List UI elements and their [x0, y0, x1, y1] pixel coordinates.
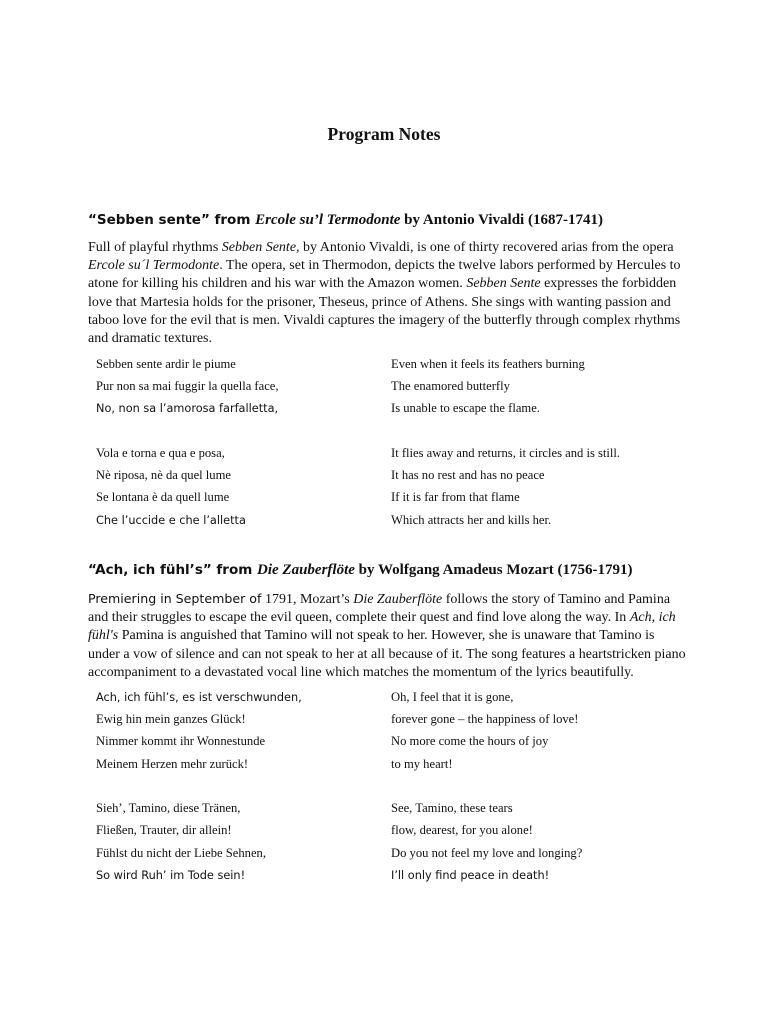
lyric-original: Sieh’, Tamino, diese Tränen,: [96, 801, 241, 816]
lyric-translation: Do you not feel my love and longing?: [391, 845, 583, 860]
para-text: follows the story of Tamino and Pamina and their struggles to escape the evil queen, complete their quest and find love along the way. In: [88, 592, 671, 626]
lyric-original: Che l’uccide e che l’alletta: [96, 513, 246, 527]
section-heading-mozart: [88, 562, 688, 579]
lyric-row: [96, 753, 656, 775]
lyric-row: [96, 442, 656, 464]
para-text: Full of playful rhythms: [88, 240, 222, 255]
heading-opera-title: Die Zauberflöte: [257, 562, 355, 578]
lyric-row: [96, 842, 656, 864]
lyric-row: [96, 686, 656, 708]
para-text: 1791, Mozart’s: [261, 592, 354, 607]
lyric-translation: See, Tamino, these tears: [391, 801, 513, 816]
lyric-original: Nè riposa, nè da quel lume: [96, 468, 231, 483]
lyric-row: [96, 353, 656, 375]
lyric-translation: The enamored butterfly: [391, 378, 510, 393]
lyrics-table-mozart: [96, 686, 656, 887]
heading-composer: by Antonio Vivaldi (1687-1741): [400, 212, 603, 228]
section-heading-vivaldi: [88, 212, 688, 229]
para-text: by Antonio Vivaldi, is one of thirty recovered arias from the opera: [299, 240, 674, 255]
lyric-row: [96, 509, 656, 531]
section-paragraph-mozart: [88, 590, 688, 682]
para-italic: Sebben Sente,: [221, 240, 300, 255]
para-text: Premiering in September of: [88, 591, 262, 606]
lyrics-table-vivaldi: [96, 353, 656, 531]
lyric-translation: I’ll only find peace in death!: [391, 869, 550, 883]
lyric-translation: If it is far from that flame: [391, 490, 520, 505]
para-text: . The opera, set in Thermodon, depicts the twelve labors performed by Hercules to atone for killing his children and his war with the Amazon women.: [88, 258, 681, 292]
lyric-original: Ach, ich fühl’s, es ist verschwunden,: [96, 690, 302, 704]
lyric-translation: Is unable to escape the flame.: [391, 401, 540, 416]
lyric-translation: flow, dearest, for you alone!: [391, 823, 533, 838]
lyric-translation: It flies away and returns, it circles and is still.: [391, 445, 621, 460]
lyric-original: Ewig hin mein ganzes Glück!: [96, 711, 246, 726]
lyric-original: Fühlst du nicht der Liebe Sehnen,: [96, 845, 266, 860]
para-italic: Sebben Sente: [466, 276, 541, 292]
lyric-row: [96, 375, 656, 397]
lyric-original: Meinem Herzen mehr zurück!: [96, 756, 249, 771]
lyric-translation: No more come the hours of joy: [391, 734, 549, 749]
lyric-original: No, non sa l’amorosa farfalletta,: [96, 402, 279, 416]
lyric-row: [96, 864, 656, 886]
lyric-translation: Which attracts her and kills her.: [391, 512, 552, 527]
para-italic: Ach, ich fühl's: [88, 610, 676, 644]
lyric-translation: It has no rest and has no peace: [391, 468, 545, 483]
lyric-original: So wird Ruh’ im Tode sein!: [96, 869, 246, 883]
lyric-row: [96, 708, 656, 730]
heading-aria-title: “Sebben sente” from: [88, 212, 256, 228]
lyric-translation: Oh, I feel that it is gone,: [391, 689, 514, 704]
lyric-original: Nimmer kommt ihr Wonnestunde: [96, 734, 266, 749]
para-text: expresses the forbidden love that Martesia holds for the prisoner, Theseus, prince of Athens. She sings with wanting passion and taboo love for the evil that is men. Vivaldi captures the imagery of the butterfly through complex rhythms and dramatic textures.: [88, 276, 681, 347]
lyric-row: [96, 731, 656, 753]
lyric-spacer: [96, 420, 656, 442]
lyric-translation: to my heart!: [391, 756, 453, 771]
para-italic: Ercole su´l Termodonte: [88, 258, 220, 274]
heading-composer: by Wolfgang Amadeus Mozart (1756-1791): [354, 562, 633, 578]
lyric-row: [96, 820, 656, 842]
lyric-original: Sebben sente ardir le piume: [96, 356, 236, 371]
lyric-row: [96, 487, 656, 509]
lyric-spacer: [96, 775, 656, 797]
lyric-original: Pur non sa mai fuggir la quella face,: [96, 378, 279, 393]
para-italic: Die Zauberflöte: [353, 592, 443, 607]
para-text: Pamina is anguished that Tamino will not speak to her. However, she is unaware that Tamino is under a vow of silence and can not speak to her at all because of it. The song features a heartstricken piano accompaniment to a devastated vocal line which matches the momentum of the lyrics beautifully.: [88, 628, 686, 680]
lyric-translation: Even when it feels its feathers burning: [391, 356, 585, 371]
page-title: Program Notes: [327, 124, 441, 144]
lyric-row: [96, 797, 656, 819]
lyric-original: Vola e torna e qua e posa,: [96, 445, 225, 460]
lyric-row: [96, 398, 656, 420]
lyric-row: [96, 464, 656, 486]
section-paragraph-vivaldi: [88, 239, 688, 348]
lyric-original: Se lontana è da quell lume: [96, 490, 230, 505]
heading-opera-title: Ercole su’l Termodonte: [255, 212, 401, 228]
lyric-original: Fließen, Trauter, dir allein!: [96, 823, 232, 838]
heading-aria-title: “Ach, ich fühl’s” from: [88, 562, 257, 578]
lyric-translation: forever gone – the happiness of love!: [391, 711, 579, 726]
